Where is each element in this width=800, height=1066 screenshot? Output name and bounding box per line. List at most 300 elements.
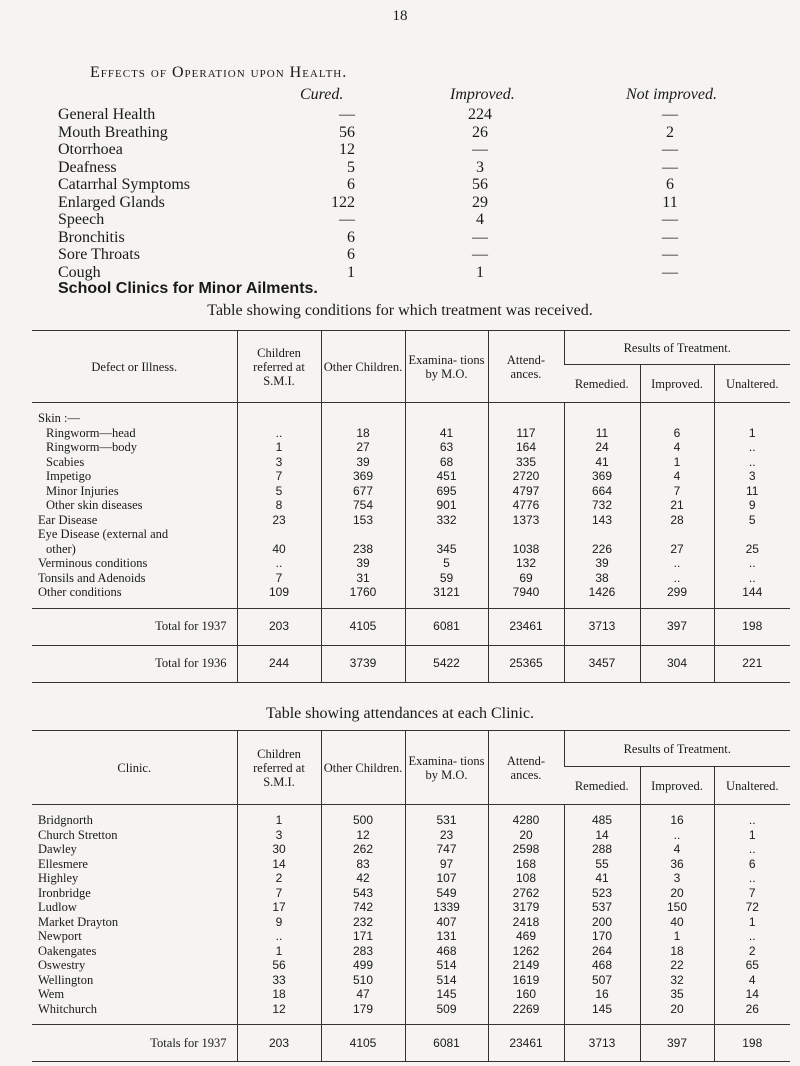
cell-unalt: 3 — [714, 469, 790, 484]
cell-imp: 304 — [640, 645, 714, 682]
row-label — [32, 498, 237, 513]
cell-exam: 145 — [405, 987, 488, 1002]
spacer — [714, 600, 790, 609]
cell-rem: 143 — [564, 513, 640, 528]
cell-imp: 150 — [640, 900, 714, 915]
cell-ref: 2 — [237, 871, 321, 886]
col-unaltered: Unaltered. — [714, 767, 790, 805]
cell-att: 1038 — [488, 542, 564, 557]
table-row — [32, 498, 790, 513]
cell-att: 3179 — [488, 900, 564, 915]
cell-att: 4280 — [488, 813, 564, 828]
cell-ref: 7 — [237, 886, 321, 901]
cell-other: 543 — [321, 886, 405, 901]
table-row — [32, 1002, 790, 1017]
cell-rem: 1426 — [564, 585, 640, 600]
spacer — [32, 403, 237, 412]
row-label — [32, 645, 237, 682]
table-row — [32, 542, 790, 557]
row-label — [32, 426, 237, 441]
cell-att: 4776 — [488, 498, 564, 513]
cell-ref: 109 — [237, 585, 321, 600]
spacer — [321, 1016, 405, 1025]
cell-unalt: 2 — [714, 944, 790, 959]
cell-exam: 451 — [405, 469, 488, 484]
cell-unalt: 1 — [714, 828, 790, 843]
effects-label: Bronchitis — [58, 228, 125, 246]
col-improved: Improved. — [640, 365, 714, 403]
cell-rem: 41 — [564, 871, 640, 886]
spacer — [488, 403, 564, 412]
table-row-continued — [32, 527, 790, 542]
col-unaltered: Unaltered. — [714, 365, 790, 403]
effects-improved: 3 — [476, 158, 484, 176]
row-label — [32, 973, 237, 988]
cell-ref: 3 — [237, 828, 321, 843]
row-label — [32, 958, 237, 973]
cell-rem: 55 — [564, 857, 640, 872]
row-label — [32, 857, 237, 872]
spacer — [405, 403, 488, 412]
table-row — [32, 929, 790, 944]
spacer — [564, 403, 640, 412]
col-referred: Children referred at S.M.I. — [237, 731, 321, 805]
spacer — [714, 403, 790, 412]
cell-exam: 345 — [405, 542, 488, 557]
row-label-text: Ellesmere — [38, 856, 88, 871]
cell-att: 23461 — [488, 1025, 564, 1062]
spacer — [237, 600, 321, 609]
cell-rem: 537 — [564, 900, 640, 915]
cell-other: 262 — [321, 842, 405, 857]
cell-att: 469 — [488, 929, 564, 944]
table1-caption: Table showing conditions for which treatment was received. — [207, 302, 593, 319]
cell-att: 168 — [488, 857, 564, 872]
cell-exam: 107 — [405, 871, 488, 886]
cell-ref: 9 — [237, 915, 321, 930]
effects-improved: — — [472, 228, 488, 246]
table-row — [32, 556, 790, 571]
cell-ref: 3 — [237, 455, 321, 470]
cell-ref: 33 — [237, 973, 321, 988]
row-label-text: Newport — [38, 929, 82, 943]
cell-imp: 35 — [640, 987, 714, 1002]
cell-exam: 332 — [405, 513, 488, 528]
table-row — [32, 455, 790, 470]
cell-imp: 4 — [640, 469, 714, 484]
effects-improved: — — [472, 141, 488, 158]
spacer — [405, 805, 488, 814]
cell-other: 27 — [321, 440, 405, 455]
col-improved: Improved. — [640, 767, 714, 805]
cell-ref: 23 — [237, 513, 321, 528]
row-label — [32, 585, 237, 600]
cell-imp: 18 — [640, 944, 714, 959]
cell-rem: 369 — [564, 469, 640, 484]
spacer — [237, 805, 321, 814]
spacer — [714, 1016, 790, 1025]
effects-improved: 224 — [468, 106, 492, 123]
cell-exam: 514 — [405, 973, 488, 988]
row-label-text: Tonsils and Adenoids — [38, 570, 146, 585]
empty-cell — [640, 411, 714, 426]
cell-other: 754 — [321, 498, 405, 513]
spacer-row — [32, 600, 790, 609]
row-label-text: Ringworm—head — [46, 425, 136, 440]
cell-rem: 468 — [564, 958, 640, 973]
cell-exam: 68 — [405, 455, 488, 470]
cell-other: 179 — [321, 1002, 405, 1017]
cell-att: 4797 — [488, 484, 564, 499]
row-label-text: Dawley — [38, 842, 77, 856]
effects-cured: 1 — [347, 263, 355, 281]
cell-ref: 40 — [237, 542, 321, 557]
effects-cured: — — [339, 106, 355, 123]
effects-improved: 56 — [472, 176, 488, 193]
section-row — [32, 411, 790, 426]
cell-ref: .. — [237, 426, 321, 441]
cell-rem: 3457 — [564, 645, 640, 682]
cell-other: 369 — [321, 469, 405, 484]
cell-exam: 531 — [405, 813, 488, 828]
effects-improved: 4 — [476, 211, 484, 228]
spacer — [564, 805, 640, 814]
cell-unalt: 72 — [714, 900, 790, 915]
cell-other: 677 — [321, 484, 405, 499]
effects-not-improved: — — [662, 141, 678, 158]
empty-cell — [488, 411, 564, 426]
cell-other: 42 — [321, 871, 405, 886]
cell-rem: 3713 — [564, 1025, 640, 1062]
cell-unalt: 26 — [714, 1002, 790, 1017]
cell-other: 18 — [321, 426, 405, 441]
cell-att: 108 — [488, 871, 564, 886]
cell-imp: 4 — [640, 842, 714, 857]
cell-unalt: 65 — [714, 958, 790, 973]
effects-cured: 6 — [347, 228, 355, 246]
table-row — [32, 958, 790, 973]
col-referred: Children referred at S.M.I. — [237, 331, 321, 403]
table-row — [32, 440, 790, 455]
cell-rem: 170 — [564, 929, 640, 944]
clinics-title: School Clinics for Minor Ailments. — [58, 280, 318, 297]
col-results: Results of Treatment. — [564, 331, 790, 365]
row-label — [32, 1002, 237, 1017]
cell-rem: 200 — [564, 915, 640, 930]
spacer — [488, 1016, 564, 1025]
table-row — [32, 900, 790, 915]
row-label — [32, 915, 237, 930]
cell-unalt: .. — [714, 556, 790, 571]
table-row — [32, 513, 790, 528]
cell-exam: 5422 — [405, 645, 488, 682]
cell-unalt: 25 — [714, 542, 790, 557]
empty-cell — [564, 411, 640, 426]
cell-exam: 59 — [405, 571, 488, 586]
spacer — [321, 403, 405, 412]
cell-rem: 732 — [564, 498, 640, 513]
cell-ref: .. — [237, 556, 321, 571]
effects-label: Speech — [58, 211, 105, 228]
cell-att: 7940 — [488, 585, 564, 600]
spacer — [32, 600, 237, 609]
col-defect: Defect or Illness. — [32, 331, 237, 403]
cell-ref: 1 — [237, 944, 321, 959]
row-label — [32, 571, 237, 586]
row-label-text: Highley — [38, 871, 79, 885]
cell-rem: 507 — [564, 973, 640, 988]
table-row — [32, 871, 790, 886]
row-label-text: Ludlow — [38, 900, 77, 914]
table-row — [32, 915, 790, 930]
cell-rem: 11 — [564, 426, 640, 441]
effects-label: Cough — [58, 263, 101, 281]
cell-att: 2149 — [488, 958, 564, 973]
spacer — [237, 403, 321, 412]
cell-unalt: 6 — [714, 857, 790, 872]
spacer-row — [32, 1016, 790, 1025]
row-label-text: Church Stretton — [38, 827, 118, 842]
cell-att: 1373 — [488, 513, 564, 528]
spacer — [488, 600, 564, 609]
cell-exam: 468 — [405, 944, 488, 959]
empty-cell — [714, 411, 790, 426]
cell-imp: 36 — [640, 857, 714, 872]
effects-not-improved: — — [662, 106, 678, 123]
total-row — [32, 608, 790, 645]
cell-ref: 14 — [237, 857, 321, 872]
effects-header-cured: Cured. — [300, 86, 344, 103]
cell-unalt: 9 — [714, 498, 790, 513]
row-label-text: Ironbridge — [38, 885, 91, 900]
col-clinic: Clinic. — [32, 731, 237, 805]
effects-title: Effects of Operation upon Health. — [90, 64, 348, 81]
cell-imp: 4 — [640, 440, 714, 455]
cell-rem: 226 — [564, 542, 640, 557]
cell-imp: 27 — [640, 542, 714, 557]
row-label-text: Wem — [38, 987, 65, 1001]
cell-other: 283 — [321, 944, 405, 959]
cell-unalt: 1 — [714, 915, 790, 930]
effects-not-improved: — — [662, 211, 678, 228]
cell-other: 39 — [321, 556, 405, 571]
effects-label: Catarrhal Symptoms — [58, 176, 190, 193]
table-row — [32, 828, 790, 843]
cell-exam: 97 — [405, 857, 488, 872]
spacer — [640, 1016, 714, 1025]
row-label-text: Market Drayton — [38, 914, 119, 929]
cell-other: 31 — [321, 571, 405, 586]
cell-other: 500 — [321, 813, 405, 828]
cell-unalt: .. — [714, 455, 790, 470]
cell-att: 1262 — [488, 944, 564, 959]
row-label — [32, 886, 237, 901]
cell-ref: 18 — [237, 987, 321, 1002]
row-label — [32, 556, 237, 571]
page-number: 18 — [392, 8, 408, 24]
cell-ref: 7 — [237, 469, 321, 484]
spacer — [321, 600, 405, 609]
effects-label: Deafness — [58, 158, 117, 176]
cell-other: 4105 — [321, 1025, 405, 1062]
cell-unalt: 14 — [714, 987, 790, 1002]
effects-not-improved: 11 — [662, 193, 678, 211]
cell-ref: 5 — [237, 484, 321, 499]
cell-exam: 1339 — [405, 900, 488, 915]
row-label — [32, 813, 237, 828]
cell-unalt: .. — [714, 842, 790, 857]
cell-other: 47 — [321, 987, 405, 1002]
col-attendances: Attend- ances. — [488, 731, 564, 805]
cell-ref: 1 — [237, 813, 321, 828]
row-label-text: Scabies — [46, 454, 85, 469]
table-row — [32, 426, 790, 441]
spacer — [640, 403, 714, 412]
spacer — [405, 1016, 488, 1025]
cell-exam: 901 — [405, 498, 488, 513]
effects-cured: 56 — [339, 123, 355, 141]
row-label — [32, 944, 237, 959]
cell-ref: 1 — [237, 440, 321, 455]
cell-ref: 8 — [237, 498, 321, 513]
row-label-text: Total for 1937 — [155, 619, 227, 634]
cell-rem: 485 — [564, 813, 640, 828]
spacer-row — [32, 403, 790, 412]
cell-ref: .. — [237, 929, 321, 944]
cell-ref: 12 — [237, 1002, 321, 1017]
cell-exam: 747 — [405, 842, 488, 857]
cell-imp: .. — [640, 828, 714, 843]
cell-rem: 14 — [564, 828, 640, 843]
cell-unalt: .. — [714, 871, 790, 886]
row-label — [32, 871, 237, 886]
cell-unalt: 1 — [714, 426, 790, 441]
effects-not-improved: — — [662, 246, 678, 263]
cell-other: 499 — [321, 958, 405, 973]
cell-other: 510 — [321, 973, 405, 988]
cell-other: 1760 — [321, 585, 405, 600]
cell-rem: 24 — [564, 440, 640, 455]
cell-imp: 21 — [640, 498, 714, 513]
cell-other: 232 — [321, 915, 405, 930]
spacer — [714, 805, 790, 814]
spacer — [640, 805, 714, 814]
col-remedied: Remedied. — [564, 365, 640, 403]
cell-imp: .. — [640, 571, 714, 586]
cell-imp: 1 — [640, 455, 714, 470]
spacer — [321, 805, 405, 814]
table2-caption: Table showing attendances at each Clinic. — [265, 705, 535, 722]
cell-other: 4105 — [321, 608, 405, 645]
col-other-children: Other Children. — [321, 331, 405, 403]
cell-imp: 299 — [640, 585, 714, 600]
cell-rem: 16 — [564, 987, 640, 1002]
cell-other: 3739 — [321, 645, 405, 682]
section-label: Skin :— — [38, 411, 81, 425]
cell-att: 1619 — [488, 973, 564, 988]
conditions-table — [32, 330, 790, 683]
row-label-text: Ear Disease — [38, 512, 98, 527]
cell-rem: 523 — [564, 886, 640, 901]
cell-exam: 131 — [405, 929, 488, 944]
table-row — [32, 571, 790, 586]
effects-label: Otorrhoea — [58, 141, 123, 158]
effects-label: Mouth Breathing — [58, 123, 168, 141]
cell-exam: 549 — [405, 886, 488, 901]
cell-imp: 6 — [640, 426, 714, 441]
cell-unalt: 7 — [714, 886, 790, 901]
row-label: Eye Disease (external and — [38, 527, 169, 541]
empty-cell — [321, 411, 405, 426]
cell-exam: 6081 — [405, 608, 488, 645]
row-label-text: Verminous conditions — [38, 556, 148, 570]
cell-ref: 244 — [237, 645, 321, 682]
row-label — [32, 608, 237, 645]
cell-imp: 28 — [640, 513, 714, 528]
cell-ref: 17 — [237, 900, 321, 915]
cell-ref: 56 — [237, 958, 321, 973]
cell-unalt: 198 — [714, 608, 790, 645]
cell-unalt: 4 — [714, 973, 790, 988]
cell-rem: 264 — [564, 944, 640, 959]
table-row — [32, 469, 790, 484]
cell-att: 117 — [488, 426, 564, 441]
cell-att: 164 — [488, 440, 564, 455]
cell-imp: 397 — [640, 1025, 714, 1062]
empty-cell — [564, 527, 640, 542]
cell-att: 2598 — [488, 842, 564, 857]
effects-improved: 26 — [472, 123, 488, 141]
cell-att: 25365 — [488, 645, 564, 682]
cell-unalt: 5 — [714, 513, 790, 528]
effects-improved: 1 — [476, 263, 484, 281]
effects-header-improved: Improved. — [450, 86, 515, 103]
cell-other: 153 — [321, 513, 405, 528]
row-label: other) — [46, 541, 76, 556]
cell-rem: 3713 — [564, 608, 640, 645]
cell-ref: 7 — [237, 571, 321, 586]
empty-cell — [321, 527, 405, 542]
cell-exam: 695 — [405, 484, 488, 499]
effects-improved: 29 — [472, 193, 488, 211]
cell-other: 171 — [321, 929, 405, 944]
spacer — [32, 805, 237, 814]
cell-att: 2762 — [488, 886, 564, 901]
empty-cell — [237, 527, 321, 542]
effects-not-improved: — — [662, 158, 678, 176]
col-results: Results of Treatment. — [564, 731, 790, 767]
cell-att: 2720 — [488, 469, 564, 484]
cell-unalt: 221 — [714, 645, 790, 682]
cell-exam: 63 — [405, 440, 488, 455]
spacer — [32, 1016, 237, 1025]
row-label-text: Total for 1936 — [155, 656, 227, 671]
col-examinations: Examina- tions by M.O. — [405, 731, 488, 805]
cell-unalt: 198 — [714, 1025, 790, 1062]
total-row — [32, 645, 790, 682]
cell-unalt: 11 — [714, 484, 790, 499]
cell-imp: 397 — [640, 608, 714, 645]
spacer — [640, 600, 714, 609]
cell-ref: 203 — [237, 608, 321, 645]
spacer — [564, 600, 640, 609]
cell-att: 2418 — [488, 915, 564, 930]
cell-other: 238 — [321, 542, 405, 557]
table-row — [32, 842, 790, 857]
effects-header-not-improved: Not improved. — [626, 86, 717, 103]
effects-not-improved: 2 — [666, 123, 674, 141]
col-remedied: Remedied. — [564, 767, 640, 805]
